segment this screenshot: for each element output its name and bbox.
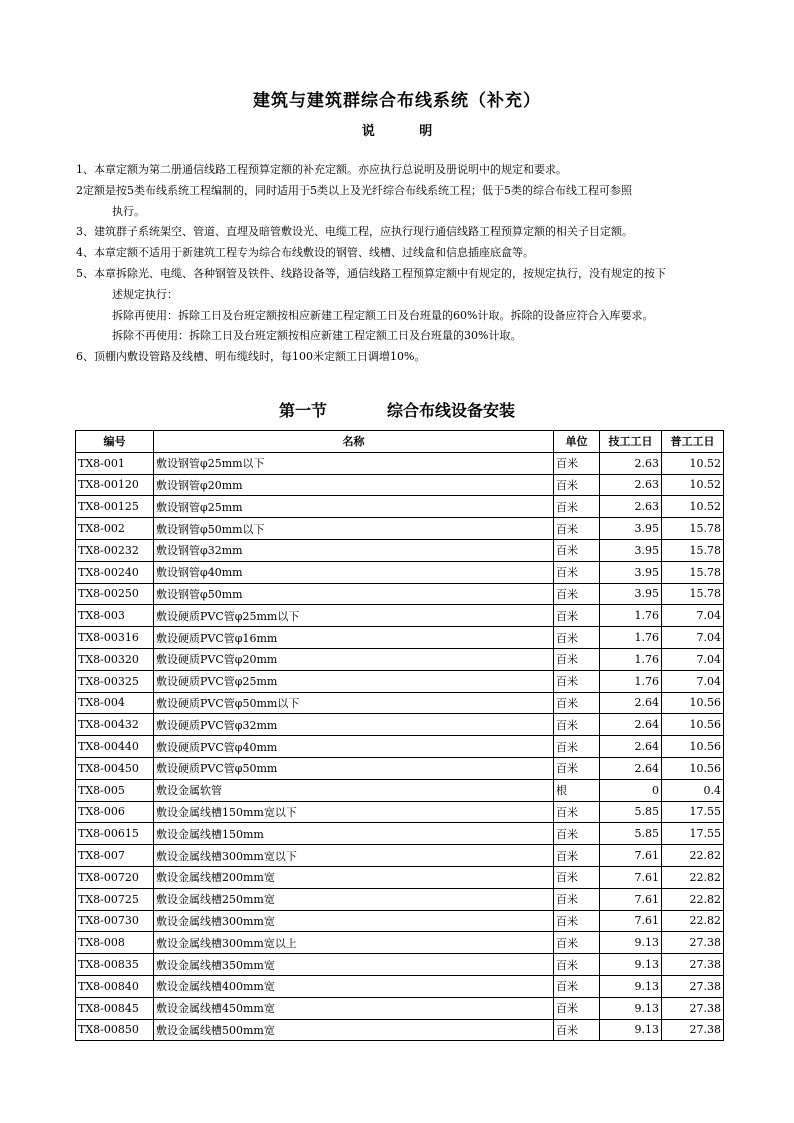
cell-unit: 百米 [554, 714, 600, 736]
cell-code: TX8-00240 [76, 561, 154, 583]
cell-code: TX8-00615 [76, 823, 154, 845]
table-row [76, 845, 724, 867]
cell-name: 敷设硬质PVC管φ40mm [154, 736, 554, 758]
table-row [76, 1019, 724, 1041]
cell-skilled-labor: 2.64 [600, 692, 662, 714]
cell-code: TX8-00432 [76, 714, 154, 736]
cell-code: TX8-00730 [76, 910, 154, 932]
cell-unit: 百米 [554, 757, 600, 779]
cell-unit: 百米 [554, 1019, 600, 1041]
cell-skilled-labor: 7.61 [600, 910, 662, 932]
cell-code: TX8-00250 [76, 583, 154, 605]
cell-general-labor: 10.56 [662, 692, 724, 714]
cell-general-labor: 22.82 [662, 888, 724, 910]
cell-skilled-labor: 2.63 [600, 474, 662, 496]
cell-code: TX8-00320 [76, 648, 154, 670]
section-heading [0, 398, 794, 421]
table-row [76, 997, 724, 1019]
cell-code: TX8-007 [76, 845, 154, 867]
cell-general-labor: 22.82 [662, 910, 724, 932]
cell-skilled-labor: 7.61 [600, 866, 662, 888]
note-line: 拆除不再使用：拆除工日及台班定额按相应新建工程定额工日及台班量的30%计取。 [112, 329, 522, 343]
table-row [76, 975, 724, 997]
cell-skilled-labor: 2.63 [600, 452, 662, 474]
cell-code: TX8-008 [76, 932, 154, 954]
cell-name: 敷设钢管φ20mm [154, 474, 554, 496]
cell-name: 敷设硬质PVC管φ32mm [154, 714, 554, 736]
note-line: 拆除再使用：拆除工日及台班定额按相应新建工程定额工日及台班量的60%计取。拆除的设备应符合入库要求。 [112, 308, 654, 322]
cell-unit: 百米 [554, 736, 600, 758]
note-line: 述规定执行： [112, 287, 178, 301]
cell-skilled-labor: 3.95 [600, 518, 662, 540]
cell-name: 敷设金属软管 [154, 779, 554, 801]
cell-name: 敷设金属线槽450mm宽 [154, 997, 554, 1019]
note-line: 5、本章拆除光、电缆、各种钢管及铁件、线路设备等，通信线路工程预算定额中有规定的，按规定执行，没有规定的按下 [76, 266, 666, 280]
cell-skilled-labor: 3.95 [600, 583, 662, 605]
cell-general-labor: 15.78 [662, 583, 724, 605]
cell-unit: 百米 [554, 539, 600, 561]
cell-unit: 百米 [554, 452, 600, 474]
cell-unit: 百米 [554, 801, 600, 823]
cell-name: 敷设钢管φ25mm [154, 496, 554, 518]
cell-name: 敷设金属线槽400mm宽 [154, 975, 554, 997]
table-row [76, 888, 724, 910]
cell-skilled-labor: 2.64 [600, 736, 662, 758]
cell-code: TX8-00325 [76, 670, 154, 692]
cell-general-labor: 10.52 [662, 496, 724, 518]
cell-code: TX8-005 [76, 779, 154, 801]
cell-code: TX8-002 [76, 518, 154, 540]
cell-general-labor: 27.38 [662, 997, 724, 1019]
cell-skilled-labor: 9.13 [600, 1019, 662, 1041]
cell-code: TX8-003 [76, 605, 154, 627]
table-row [76, 757, 724, 779]
cell-general-labor: 15.78 [662, 518, 724, 540]
cell-skilled-labor: 1.76 [600, 627, 662, 649]
table-row [76, 692, 724, 714]
cell-skilled-labor: 7.61 [600, 845, 662, 867]
cell-unit: 百米 [554, 474, 600, 496]
cell-skilled-labor: 2.63 [600, 496, 662, 518]
section-title: 综合布线设备安装 [387, 401, 516, 420]
cell-name: 敷设金属线槽350mm宽 [154, 954, 554, 976]
cell-code: TX8-00845 [76, 997, 154, 1019]
cell-general-labor: 0.4 [662, 779, 724, 801]
cell-unit: 百米 [554, 997, 600, 1019]
cell-general-labor: 22.82 [662, 845, 724, 867]
table-row [76, 736, 724, 758]
note-line: 4、本章定额不适用于新建筑工程专为综合布线敷设的钢管、线槽、过线盒和信息插座底盒等。 [76, 246, 534, 260]
table-row [76, 866, 724, 888]
cell-skilled-labor: 5.85 [600, 801, 662, 823]
cell-name: 敷设金属线槽150mm [154, 823, 554, 845]
header-unit: 单位 [554, 431, 600, 453]
cell-name: 敷设钢管φ32mm [154, 539, 554, 561]
note-line: 1、本章定额为第二册通信线路工程预算定额的补充定额。亦应执行总说明及册说明中的规定和要求。 [76, 163, 567, 176]
cell-general-labor: 7.04 [662, 648, 724, 670]
cell-code: TX8-00725 [76, 888, 154, 910]
cell-code: TX8-00125 [76, 496, 154, 518]
cell-name: 敷设金属线槽300mm宽以下 [154, 845, 554, 867]
cell-skilled-labor: 1.76 [600, 605, 662, 627]
cell-name: 敷设钢管φ50mm以下 [154, 518, 554, 540]
table-row [76, 627, 724, 649]
header-general-labor: 普工工日 [662, 431, 724, 453]
cell-general-labor: 15.78 [662, 539, 724, 561]
table-header-row [76, 431, 724, 453]
cell-name: 敷设金属线槽300mm宽以上 [154, 932, 554, 954]
table-row [76, 714, 724, 736]
cell-name: 敷设硬质PVC管φ50mm [154, 757, 554, 779]
cell-code: TX8-00232 [76, 539, 154, 561]
table-row [76, 496, 724, 518]
cell-skilled-labor: 3.95 [600, 561, 662, 583]
section-number: 第一节 [278, 401, 327, 420]
cell-general-labor: 7.04 [662, 627, 724, 649]
table-row [76, 474, 724, 496]
cell-unit: 百米 [554, 518, 600, 540]
table-row [76, 648, 724, 670]
cell-name: 敷设钢管φ40mm [154, 561, 554, 583]
cell-general-labor: 27.38 [662, 1019, 724, 1041]
document-title: 建筑与建筑群综合布线系统（补充） [253, 91, 541, 111]
cell-general-labor: 10.52 [662, 474, 724, 496]
cell-code: TX8-006 [76, 801, 154, 823]
table-body [76, 452, 724, 1041]
cell-code: TX8-00450 [76, 757, 154, 779]
header-name: 名称 [154, 431, 554, 453]
cell-code: TX8-00840 [76, 975, 154, 997]
cell-unit: 百米 [554, 845, 600, 867]
cell-unit: 百米 [554, 823, 600, 845]
cell-unit: 百米 [554, 692, 600, 714]
cell-code: TX8-00440 [76, 736, 154, 758]
cell-skilled-labor: 9.13 [600, 997, 662, 1019]
cell-skilled-labor: 0 [600, 779, 662, 801]
cell-general-labor: 27.38 [662, 954, 724, 976]
note-line: 执行。 [112, 204, 145, 218]
cell-unit: 百米 [554, 583, 600, 605]
cell-unit: 百米 [554, 932, 600, 954]
cell-name: 敷设硬质PVC管φ25mm [154, 670, 554, 692]
cell-name: 敷设金属线槽200mm宽 [154, 866, 554, 888]
cell-code: TX8-00120 [76, 474, 154, 496]
cell-unit: 百米 [554, 866, 600, 888]
cell-general-labor: 7.04 [662, 605, 724, 627]
table-row [76, 561, 724, 583]
cell-name: 敷设硬质PVC管φ16mm [154, 627, 554, 649]
table-row [76, 779, 724, 801]
header-code: 编号 [76, 431, 154, 453]
cell-unit: 百米 [554, 954, 600, 976]
table-row [76, 539, 724, 561]
cell-name: 敷设钢管φ50mm [154, 583, 554, 605]
cell-code: TX8-001 [76, 452, 154, 474]
cell-general-labor: 17.55 [662, 801, 724, 823]
cell-code: TX8-00835 [76, 954, 154, 976]
cell-general-labor: 15.78 [662, 561, 724, 583]
cell-name: 敷设硬质PVC管φ20mm [154, 648, 554, 670]
table-row [76, 932, 724, 954]
cell-skilled-labor: 1.76 [600, 670, 662, 692]
cell-unit: 根 [554, 779, 600, 801]
table-row [76, 801, 724, 823]
cell-general-labor: 27.38 [662, 975, 724, 997]
header-skilled-labor: 技工工日 [600, 431, 662, 453]
cell-unit: 百米 [554, 627, 600, 649]
table-row [76, 452, 724, 474]
cell-skilled-labor: 7.61 [600, 888, 662, 910]
table-row [76, 518, 724, 540]
cell-skilled-labor: 9.13 [600, 954, 662, 976]
quota-table [75, 430, 724, 1041]
cell-unit: 百米 [554, 648, 600, 670]
cell-unit: 百米 [554, 975, 600, 997]
cell-general-labor: 22.82 [662, 866, 724, 888]
cell-name: 敷设金属线槽500mm宽 [154, 1019, 554, 1041]
cell-skilled-labor: 2.64 [600, 714, 662, 736]
cell-general-labor: 7.04 [662, 670, 724, 692]
cell-general-labor: 10.56 [662, 736, 724, 758]
cell-skilled-labor: 3.95 [600, 539, 662, 561]
cell-skilled-labor: 9.13 [600, 932, 662, 954]
cell-name: 敷设硬质PVC管φ50mm以下 [154, 692, 554, 714]
cell-general-labor: 10.56 [662, 714, 724, 736]
table-row [76, 605, 724, 627]
cell-general-labor: 27.38 [662, 932, 724, 954]
cell-general-labor: 17.55 [662, 823, 724, 845]
cell-general-labor: 10.56 [662, 757, 724, 779]
cell-unit: 百米 [554, 910, 600, 932]
table-row [76, 910, 724, 932]
cell-general-labor: 10.52 [662, 452, 724, 474]
table-row [76, 583, 724, 605]
table-row [76, 670, 724, 692]
cell-unit: 百米 [554, 888, 600, 910]
cell-code: TX8-004 [76, 692, 154, 714]
note-line: 2定额是按5类布线系统工程编制的，同时适用于5类以上及光纤综合布线系统工程；低于5类的综合布线工程可参照 [76, 183, 632, 197]
cell-unit: 百米 [554, 496, 600, 518]
table-row [76, 823, 724, 845]
cell-name: 敷设钢管φ25mm以下 [154, 452, 554, 474]
cell-code: TX8-00316 [76, 627, 154, 649]
cell-skilled-labor: 2.64 [600, 757, 662, 779]
cell-skilled-labor: 1.76 [600, 648, 662, 670]
cell-skilled-labor: 5.85 [600, 823, 662, 845]
note-line: 6、顶棚内敷设管路及线槽、明布缆线时，每100米定额工日调增10%。 [76, 350, 426, 364]
cell-name: 敷设金属线槽250mm宽 [154, 888, 554, 910]
table-row [76, 954, 724, 976]
cell-unit: 百米 [554, 561, 600, 583]
cell-name: 敷设金属线槽300mm宽 [154, 910, 554, 932]
cell-code: TX8-00720 [76, 866, 154, 888]
cell-name: 敷设金属线槽150mm宽以下 [154, 801, 554, 823]
explanation-heading: 说 明 [361, 124, 433, 139]
cell-name: 敷设硬质PVC管φ25mm以下 [154, 605, 554, 627]
notes-section [76, 160, 736, 368]
cell-unit: 百米 [554, 605, 600, 627]
cell-unit: 百米 [554, 670, 600, 692]
cell-skilled-labor: 9.13 [600, 975, 662, 997]
cell-code: TX8-00850 [76, 1019, 154, 1041]
note-line: 3、建筑群子系统架空、管道、直埋及暗管敷设光、电缆工程，应执行现行通信线路工程预算定额的相关子目定额。 [76, 225, 633, 239]
